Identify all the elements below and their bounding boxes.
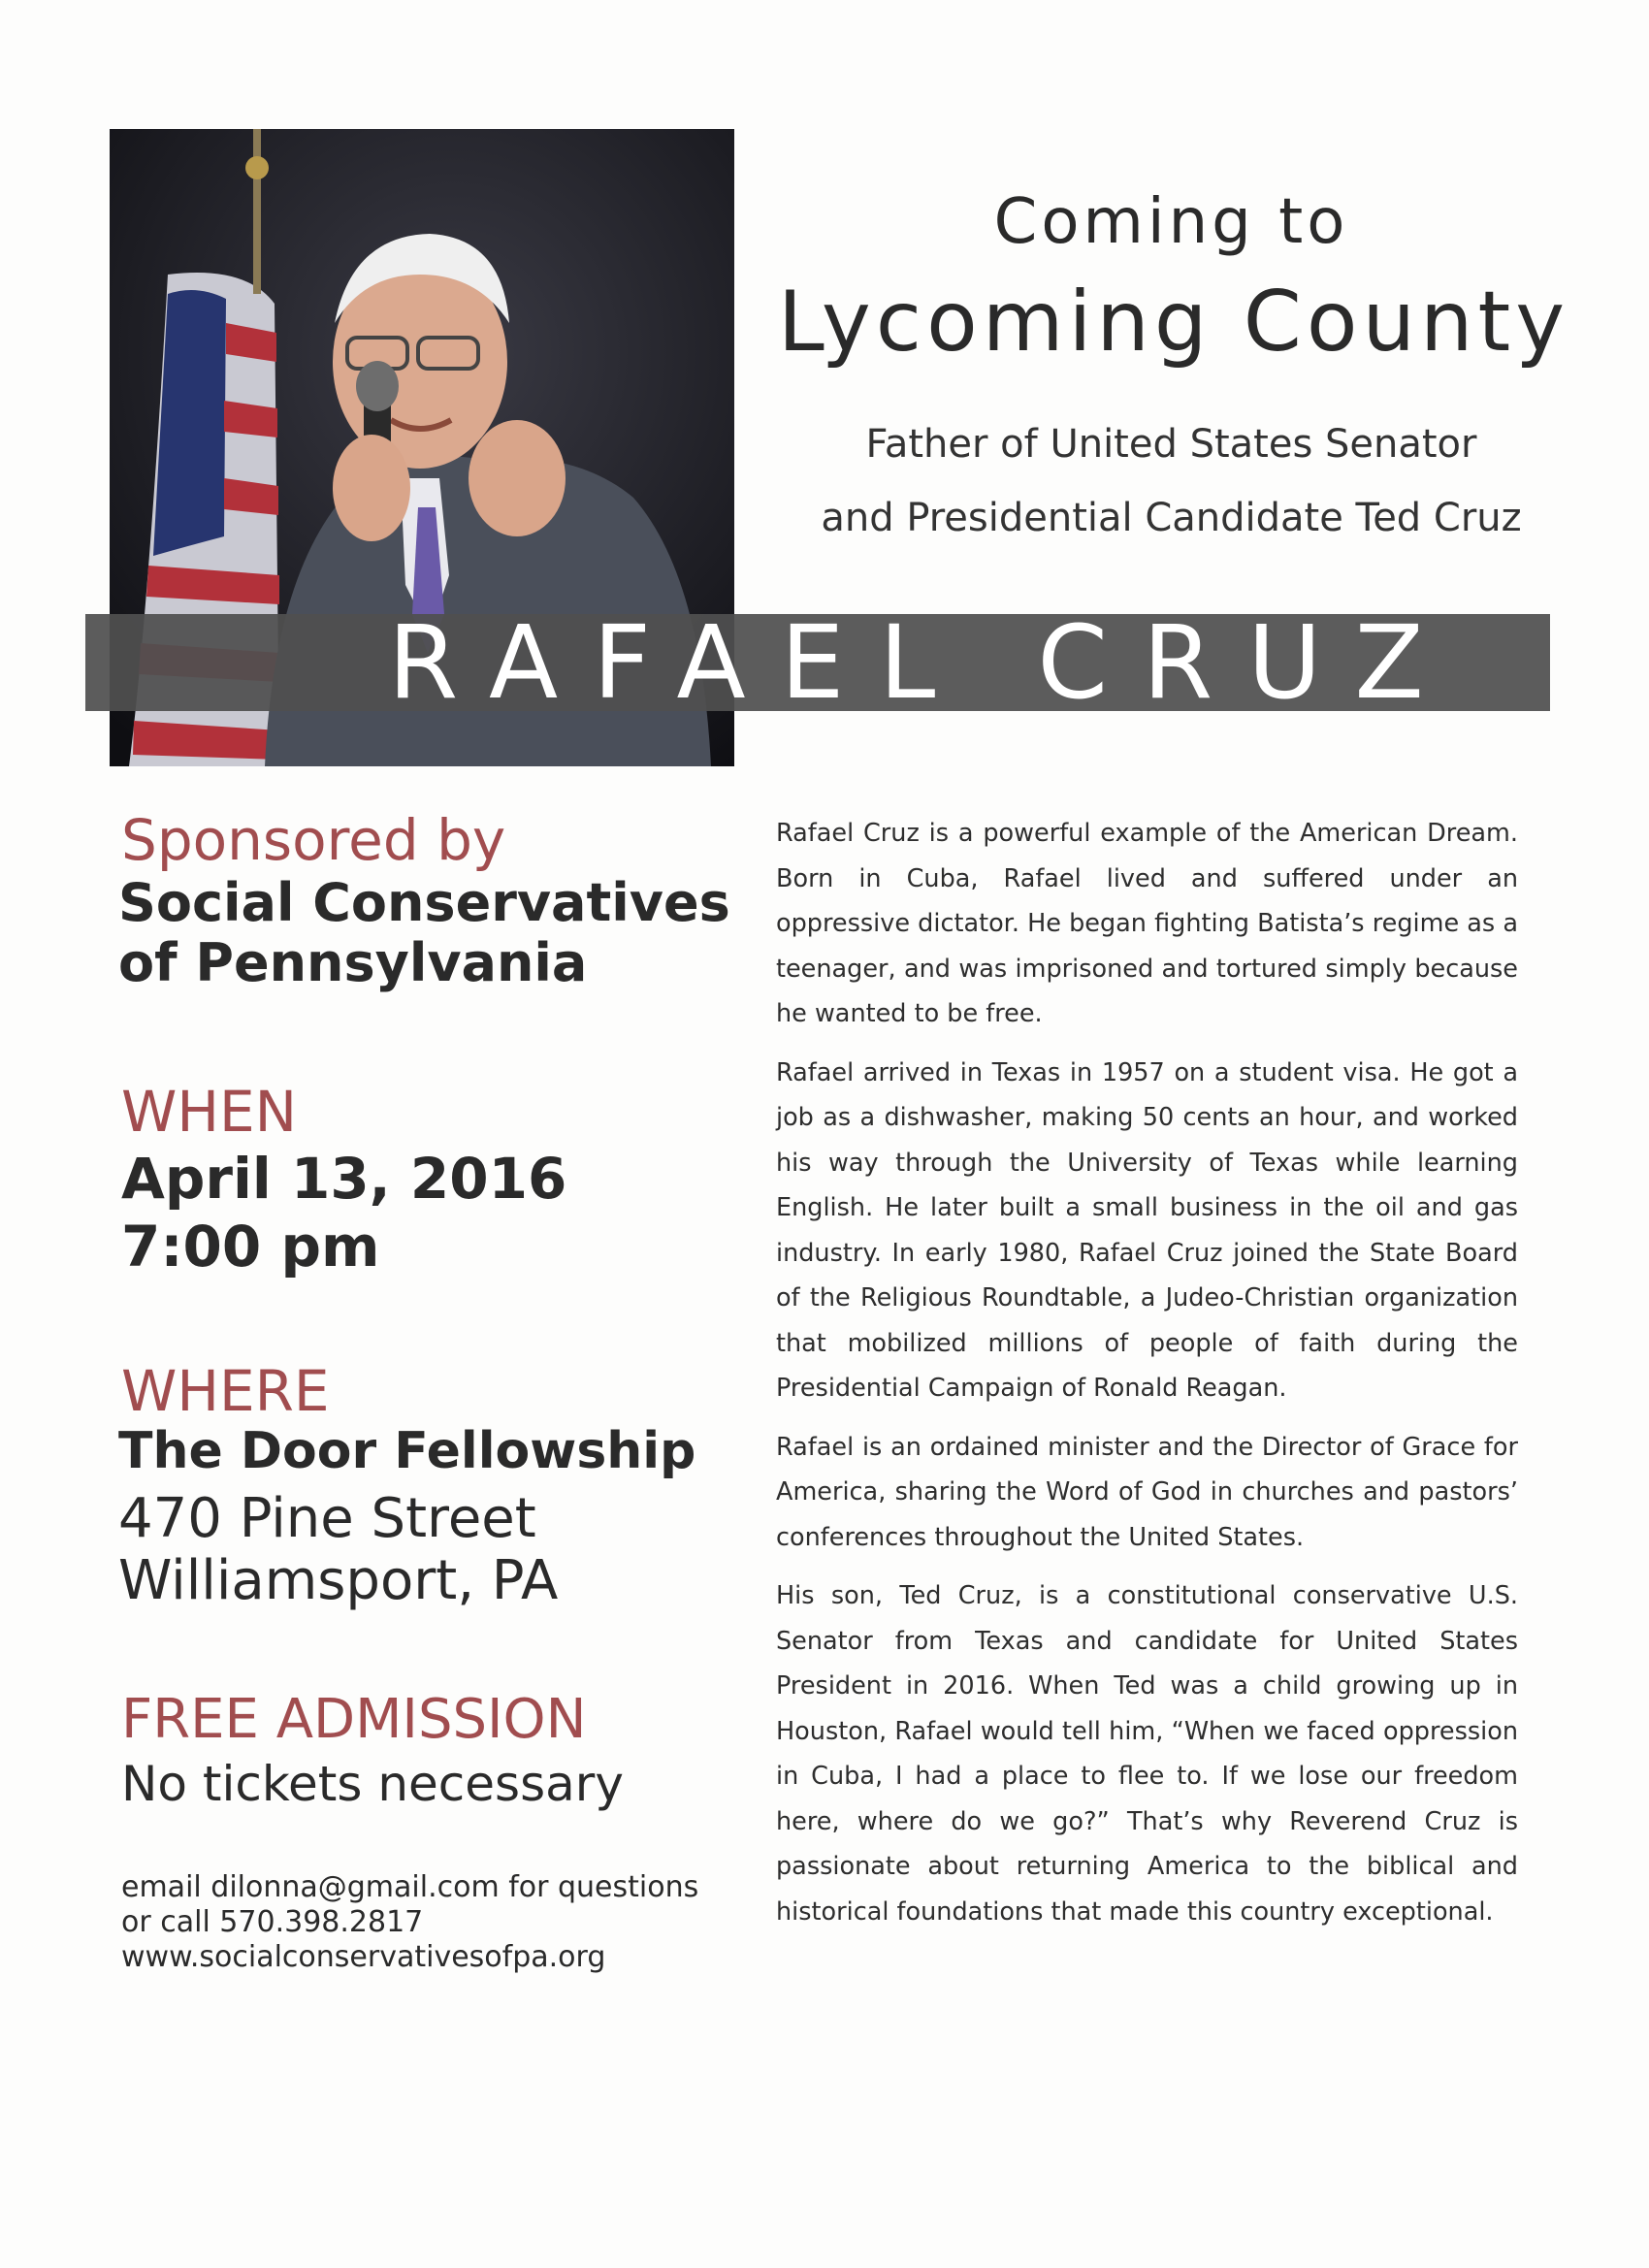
contact-email: email dilonna@gmail.com for questions (121, 1870, 699, 1904)
sponsor-line-2: of Pennsylvania (118, 932, 588, 993)
biography (776, 811, 1518, 1948)
event-datetime (121, 1145, 566, 1280)
bio-paragraph: Rafael arrived in Texas in 1957 on a student visa. He got a job as a dishwasher, making 50 cents an hour, and worked his way through the University of Texas while learning English. He later built a small business in the oil and gas industry. In early 1980, Rafael Cruz joined the State Board of the Religious Roundtable, a Judeo-Christian organization that mobilized millions of people of faith during the Presidential Campaign of Ronald Reagan. (776, 1057, 1518, 1403)
speaker-name: RAFAEL CRUZ (388, 603, 1459, 722)
admission-label: FREE ADMISSION (121, 1688, 587, 1751)
subtitle-line-2: and Presidential Candidate Ted Cruz (821, 496, 1522, 540)
coming-to-heading: Coming to (993, 186, 1349, 258)
event-time: 7:00 pm (121, 1214, 380, 1280)
subtitle-line-1: Father of United States Senator (865, 422, 1477, 467)
where-label: WHERE (121, 1358, 330, 1424)
contact-phone: or call 570.398.2817 (121, 1905, 424, 1939)
bio-paragraph: Rafael Cruz is a powerful example of the American Dream. Born in Cuba, Rafael lived and suffered under an oppressive dictator. He began fighting Batista’s regime as a teenager, and was imprisoned and tortured simply because he wanted to be free. (776, 819, 1518, 1028)
when-label: WHEN (121, 1079, 297, 1145)
sponsored-label: Sponsored by (121, 807, 506, 873)
venue-address (118, 1488, 558, 1612)
bio-paragraph: His son, Ted Cruz, is a constitutional conservative U.S. Senator from Texas and candidate for United States President in 2016. When Ted was a child growing up in Houston, Rafael would tell him, “When we faced oppression in Cuba, I had a place to flee to. If we lose our freedom here, where do we go?” That’s why Reverend Cruz is passionate about returning America to the biblical and historical foundations that made this country exceptional. (776, 1581, 1518, 1927)
contact-info (121, 1870, 698, 1975)
venue-street: 470 Pine Street (118, 1487, 536, 1550)
bio-paragraph: Rafael is an ordained minister and the Director of Grace for America, sharing the Word of God in churches and pastors’ conferences throughout the United States. (776, 1432, 1518, 1552)
subtitle-block (747, 407, 1596, 555)
contact-website: www.socialconservativesofpa.org (121, 1940, 606, 1974)
event-date: April 13, 2016 (121, 1146, 567, 1212)
admission-note: No tickets necessary (121, 1756, 624, 1812)
sponsor-line-1: Social Conservatives (118, 872, 730, 933)
county-heading: Lycoming County (777, 274, 1570, 371)
venue-city: Williamsport, PA (118, 1549, 559, 1612)
venue-name: The Door Fellowship (118, 1422, 696, 1480)
sponsor-name (118, 873, 730, 993)
